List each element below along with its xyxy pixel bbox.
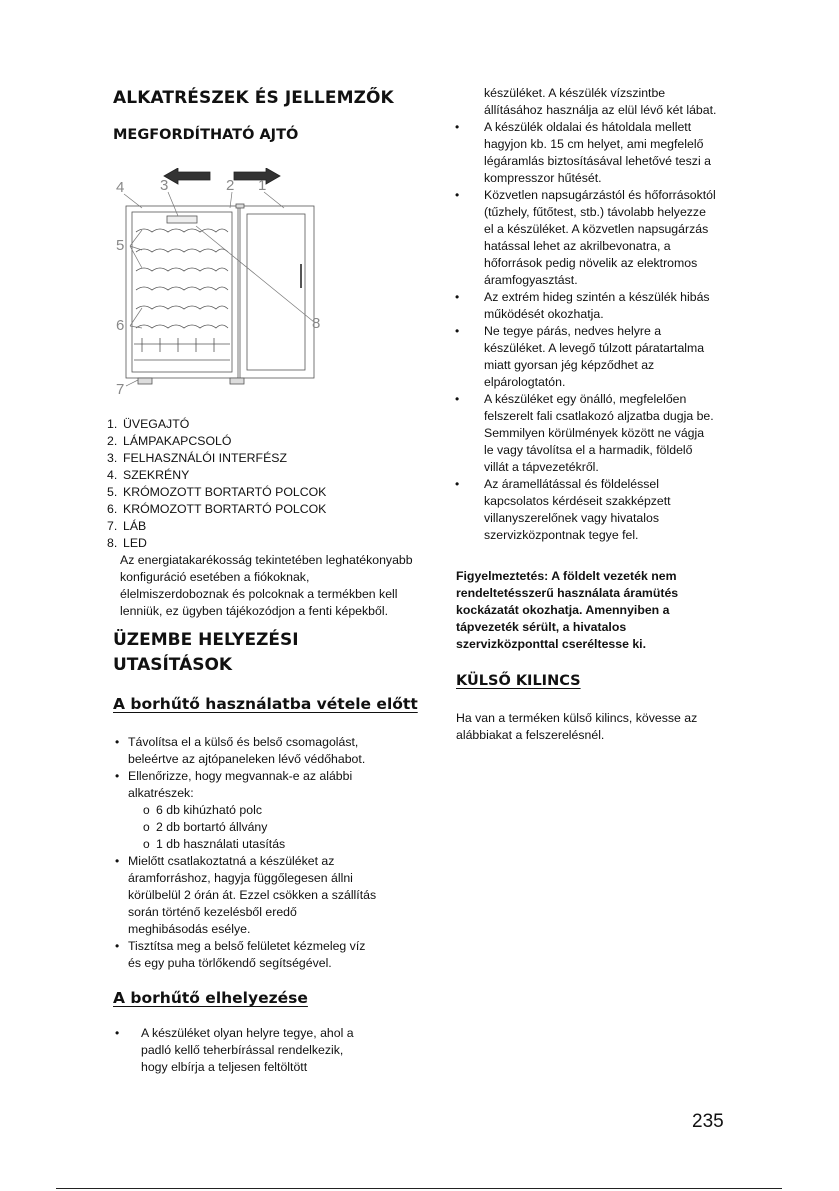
- list-line: [128, 938, 365, 955]
- bullet-icon: •: [455, 324, 460, 338]
- list-line-text: hogy elbírja a teljesen feltöltött: [141, 1060, 308, 1074]
- list-line: [128, 921, 250, 938]
- list-line: [484, 425, 704, 442]
- bullet-icon: •: [115, 769, 120, 783]
- list-line: [484, 170, 602, 187]
- list-line: [484, 357, 654, 374]
- installation-title: ÜZEMBE HELYEZÉSI UTASÍTÁSOK: [113, 630, 299, 675]
- list-line: [484, 136, 703, 153]
- callout-8: 8: [312, 315, 321, 332]
- list-line-text: szervizközpontnak tegye fel.: [484, 528, 639, 542]
- list-line-text: működését okozhatja.: [484, 307, 604, 321]
- list-line-text: hagyjon kb. 15 cm helyet, ami megfelelő: [484, 137, 704, 151]
- list-line-text: alkatrészek:: [128, 786, 194, 800]
- list-line-text: körülbelül 2 órán át. Ezzel csökken a szállítás: [128, 888, 377, 902]
- list-line-text: el a készüléket. A közvetlen napsugárzás: [484, 222, 709, 236]
- list-line: [156, 836, 285, 853]
- external-handle-text: Ha van a terméken külső kilincs, kövesse az alábbiakat a felszerelésnél.: [456, 711, 698, 742]
- list-line: [484, 374, 565, 391]
- list-line: [141, 1059, 307, 1076]
- list-line-text: áramforráshoz, hagyja függőlegesen állni: [128, 871, 353, 885]
- list-line-text: 6 db kihúzható polc: [156, 803, 262, 817]
- list-item: 7. LÁB: [107, 519, 147, 533]
- list-line-text: készüléket. A készülék vízszintbe: [484, 86, 666, 100]
- bullet-icon: •: [115, 854, 120, 868]
- list-line: [484, 102, 716, 119]
- callout-6: 6: [116, 317, 125, 334]
- left-arrow-icon: [164, 168, 210, 184]
- list-line: [484, 391, 686, 408]
- list-line: [141, 1025, 354, 1042]
- list-line-text: állításához használja az elül lévő két lábat.: [484, 103, 717, 117]
- list-line-text: elpárologtatón.: [484, 375, 566, 389]
- list-line-text: Ellenőrizze, hogy megvannak-e az alábbi: [128, 769, 353, 783]
- placement-title: A borhűtő elhelyezése: [113, 989, 308, 1007]
- subtitle-reversible-door: MEGFORDÍTHATÓ AJTÓ: [113, 127, 299, 143]
- parts-list: [107, 416, 447, 620]
- list-line: [128, 853, 334, 870]
- list-line: [128, 734, 358, 751]
- list-line-text: Közvetlen napsugárzástól és hőforrásoktól: [484, 188, 716, 202]
- list-line: [484, 323, 661, 340]
- energy-note: Az energiatakarékosság tekintetében leghatékonyabb konfiguráció esetében a fiókoknak, élelmiszerdoboznak és polcoknak a termékben kell lenniük, ez ügyben tájékozódjon a fenti képekből.: [120, 553, 413, 618]
- bullet-icon: •: [455, 290, 460, 304]
- list-item: 2. LÁMPAKAPCSOLÓ: [107, 434, 232, 448]
- bullet-icon: •: [115, 1026, 120, 1040]
- list-line: [128, 768, 352, 785]
- list-line-text: légáramlás biztosításával lehetővé teszi a: [484, 154, 711, 168]
- list-line: [484, 187, 716, 204]
- list-line: [484, 289, 710, 306]
- list-line-text: kompresszor hűtését.: [484, 171, 602, 185]
- list-line-text: során történő kezelésből eredő: [128, 905, 297, 919]
- list-line-text: Semmilyen körülmények között ne vágja: [484, 426, 705, 440]
- bullet-icon: •: [455, 392, 460, 406]
- list-item: 5. KRÓMOZOTT BORTARTÓ POLCOK: [107, 485, 327, 499]
- list-line-text: le vagy távolítsa el a harmadik, földelő: [484, 443, 693, 457]
- list-line-text: 2 db bortartó állvány: [156, 820, 268, 834]
- list-item: 6. KRÓMOZOTT BORTARTÓ POLCOK: [107, 502, 327, 516]
- before-use-title: A borhűtő használatba vétele előtt: [113, 695, 418, 713]
- list-line: [156, 819, 267, 836]
- list-line-text: Tisztítsa meg a belső felületet kézmeleg víz: [128, 939, 366, 953]
- wine-cooler-diagram: [112, 168, 332, 396]
- list-line-text: (tűzhely, fűtőtest, stb.) távolabb helyezze: [484, 205, 706, 219]
- list-line-text: A készülék oldalai és hátoldala mellett: [484, 120, 692, 134]
- list-line-text: Az áramellátással és földeléssel: [484, 477, 659, 491]
- callout-7: 7: [116, 381, 125, 396]
- footer-rule: [56, 1188, 782, 1189]
- list-line-text: felszerelt fali csatlakozó aljzatba dugja be.: [484, 409, 714, 423]
- list-line-text: és egy puha törlőkendő segítségével.: [128, 956, 332, 970]
- list-line-text: áramfogyasztást.: [484, 273, 578, 287]
- glass-panel: [247, 214, 305, 370]
- bullet-icon: •: [115, 939, 120, 953]
- list-line-text: padló kellő teherbírással rendelkezik,: [141, 1043, 344, 1057]
- list-item: 1. ÜVEGAJTÓ: [107, 417, 190, 431]
- list-line: [484, 221, 708, 238]
- list-line-text: Mielőtt csatlakoztatná a készüléket az: [128, 854, 335, 868]
- external-handle-title: KÜLSŐ KILINCS: [456, 673, 581, 689]
- list-line: [128, 785, 194, 802]
- list-line: [484, 306, 604, 323]
- list-line-text: miatt gyorsan jég képződhet az: [484, 358, 655, 372]
- list-line: [484, 510, 659, 527]
- right-arrow-icon: [234, 168, 280, 184]
- bullet-icon: •: [115, 735, 120, 749]
- callout-3: 3: [160, 177, 169, 194]
- list-line: [156, 802, 262, 819]
- list-line: [141, 1042, 343, 1059]
- placement-list: [113, 1025, 413, 1079]
- list-item: 4. SZEKRÉNY: [107, 468, 190, 482]
- list-line-text: beleértve az ajtópaneleken lévő védőhabot.: [128, 752, 366, 766]
- list-line-text: Ne tegye párás, nedves helyre a: [484, 324, 662, 338]
- list-line-text: A készüléket egy önálló, megfelelően: [484, 392, 687, 406]
- list-line: [484, 442, 692, 459]
- list-line: [484, 119, 691, 136]
- list-line: [484, 493, 671, 510]
- list-line-text: hatással lehet az akrilbevonatra, a: [484, 239, 671, 253]
- list-line: [128, 955, 332, 972]
- callout-5: 5: [116, 237, 125, 254]
- sub-bullet-icon: o: [143, 837, 150, 851]
- list-line-text: villát a tápvezetékről.: [484, 460, 599, 474]
- list-line-text: A készüléket olyan helyre tegye, ahol a: [141, 1026, 354, 1040]
- list-line-text: meghibásodás esélye.: [128, 922, 251, 936]
- list-line-text: készüléket. A levegő túlzott páratartalma: [484, 341, 705, 355]
- callout-4: 4: [116, 179, 125, 196]
- list-line: [484, 153, 711, 170]
- list-line: [128, 751, 365, 768]
- bullet-icon: •: [455, 477, 460, 491]
- list-item: 8. LED: [107, 536, 147, 550]
- list-line: [484, 272, 578, 289]
- section-title-parts: ALKATRÉSZEK ÉS JELLEMZŐK: [113, 88, 394, 108]
- list-line: [484, 476, 659, 493]
- cabinet-inner: [132, 212, 232, 372]
- bullet-icon: •: [455, 120, 460, 134]
- bullet-icon: •: [455, 188, 460, 202]
- before-use-list: [113, 734, 413, 974]
- list-line: [484, 459, 599, 476]
- list-line: [484, 255, 697, 272]
- callout-1: 1: [258, 177, 267, 194]
- warning-block: Figyelmeztetés: A földelt vezeték nem rendeltetésszerű használata áramütés kockázatát okozhatja. Amennyiben a tápvezeték sérült, a hivatalos szervizközponttal cseréltesse ki.: [456, 569, 679, 651]
- sub-bullet-icon: o: [143, 803, 150, 817]
- list-line-text: Az extrém hideg szintén a készülék hibás: [484, 290, 710, 304]
- list-line: [484, 85, 665, 102]
- list-line-text: hőforrások pedig növelik az elektromos: [484, 256, 698, 270]
- list-line-text: kapcsolatos kérdéseit szakképzett: [484, 494, 671, 508]
- list-line: [484, 408, 714, 425]
- list-item: 3. FELHASZNÁLÓI INTERFÉSZ: [107, 451, 287, 465]
- list-line-text: villanyszerelőnek vagy hivatalos: [484, 511, 659, 525]
- sub-bullet-icon: o: [143, 820, 150, 834]
- page-number: 235: [692, 1111, 724, 1132]
- list-line: [484, 238, 671, 255]
- right-bullet-list: [455, 85, 755, 547]
- list-line: [484, 340, 704, 357]
- list-line-text: Távolítsa el a külső és belső csomagolást,: [128, 735, 359, 749]
- list-line-text: 1 db használati utasítás: [156, 837, 286, 851]
- list-line: [128, 887, 376, 904]
- list-line: [484, 204, 706, 221]
- list-line: [484, 527, 638, 544]
- list-line: [128, 870, 353, 887]
- callout-2: 2: [226, 177, 235, 194]
- list-line: [128, 904, 297, 921]
